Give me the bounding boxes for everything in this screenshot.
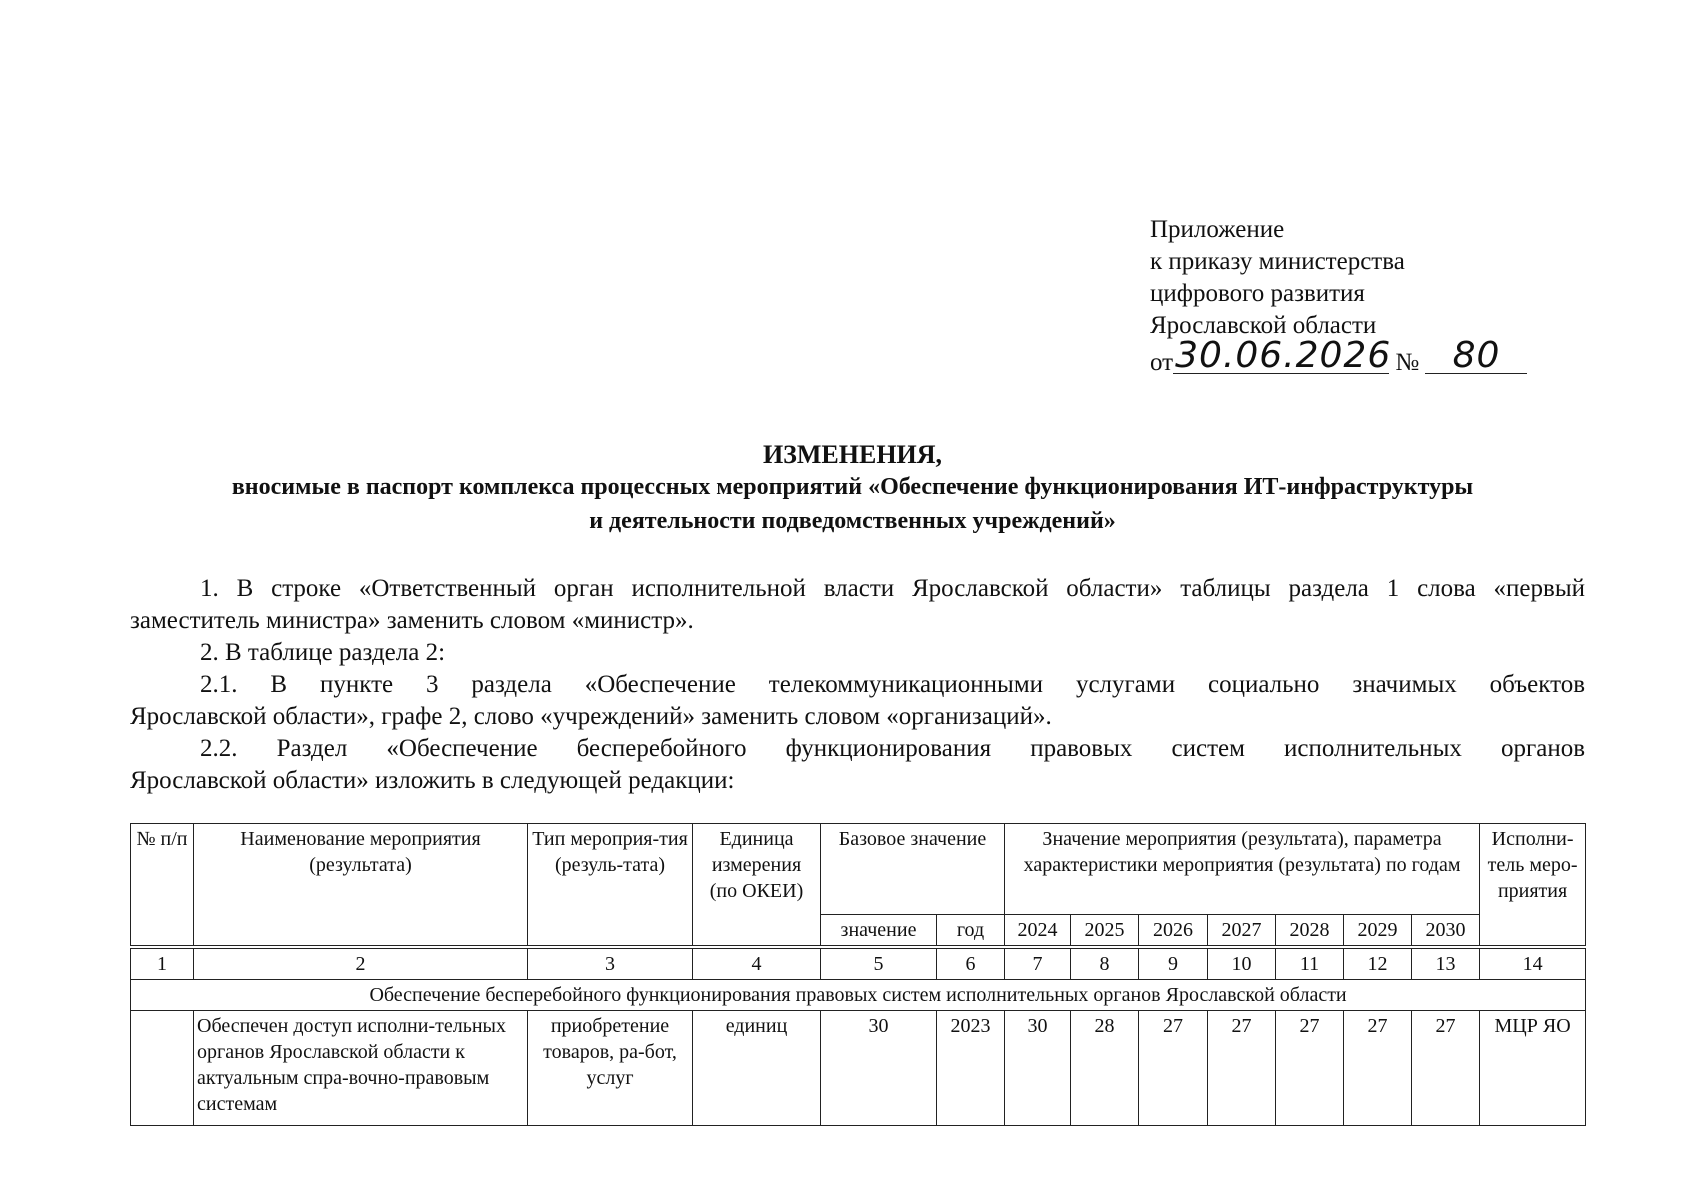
column-number: 12 xyxy=(1344,949,1412,980)
row-value: 30 xyxy=(1005,1011,1071,1126)
header-year: 2024 xyxy=(1005,915,1071,946)
header-num: № п/п xyxy=(131,824,194,946)
header-year: 2026 xyxy=(1139,915,1208,946)
row-type: приобретение товаров, ра-бот, услуг xyxy=(528,1011,693,1126)
row-value: 27 xyxy=(1412,1011,1480,1126)
header-year: 2025 xyxy=(1071,915,1139,946)
activities-table xyxy=(130,823,1586,1126)
paragraph-2-1-line-2: Ярославской области», графе 2, слово «учреждений» заменить словом «организаций». xyxy=(130,703,1052,730)
header-base-year: год xyxy=(937,915,1005,946)
paragraph-2-2-line-1: 2.2. Раздел «Обеспечение бесперебойного функционирования правовых систем исполнительных органов xyxy=(200,735,1585,762)
paragraph-1-line-1: 1. В строке «Ответственный орган исполнительной власти Ярославской области» таблицы раздела 1 слова «первый xyxy=(200,575,1585,602)
column-number: 14 xyxy=(1480,949,1586,980)
document-subtitle-line-1: вносимые в паспорт комплекса процессных мероприятий «Обеспечение функционирования ИТ-инфраструктуры xyxy=(231,474,1474,500)
column-number: 5 xyxy=(821,949,937,980)
row-value: 27 xyxy=(1208,1011,1276,1126)
header-year: 2027 xyxy=(1208,915,1276,946)
handwritten-date: 30.06.2026 xyxy=(1175,335,1392,376)
header-year: 2029 xyxy=(1344,915,1412,946)
column-number: 6 xyxy=(937,949,1005,980)
row-executor: МЦР ЯО xyxy=(1480,1011,1586,1126)
paragraph-1-line-2: заместитель министра» заменить словом «министр». xyxy=(130,607,694,634)
row-value: 28 xyxy=(1071,1011,1139,1126)
row-base-value: 30 xyxy=(821,1011,937,1126)
header-name: Наименование мероприятия (результата) xyxy=(194,824,528,946)
paragraph-2-1-line-1: 2.1. В пункте 3 раздела «Обеспечение телекоммуникационными услугами социально значимых объектов xyxy=(200,671,1585,698)
appendix-block xyxy=(1150,214,1610,379)
column-number: 9 xyxy=(1139,949,1208,980)
section-row xyxy=(131,980,1586,1011)
number-sign: № xyxy=(1395,349,1420,376)
header-row xyxy=(131,824,1586,915)
document-subtitle-line-2: и деятельности подведомственных учреждений» xyxy=(589,508,1116,534)
column-number: 7 xyxy=(1005,949,1071,980)
header-year: 2028 xyxy=(1276,915,1344,946)
column-number: 13 xyxy=(1412,949,1480,980)
column-number: 4 xyxy=(693,949,821,980)
header-base: Базовое значение xyxy=(821,824,1005,915)
column-number: 8 xyxy=(1071,949,1139,980)
appendix-date-line xyxy=(1150,335,1610,379)
document-title: ИЗМЕНЕНИЯ, xyxy=(762,440,943,469)
header-values: Значение мероприятия (результата), параметра характеристики мероприятия (результата) по годам xyxy=(1005,824,1480,915)
paragraph-2-2-line-2: Ярославской области» изложить в следующей редакции: xyxy=(130,767,735,794)
column-number: 1 xyxy=(131,949,194,980)
column-number: 10 xyxy=(1208,949,1276,980)
column-number-row xyxy=(131,949,1586,980)
handwritten-number: 80 xyxy=(1425,339,1527,374)
header-executor: Исполни-тель меро-приятия xyxy=(1480,824,1586,946)
column-number: 11 xyxy=(1276,949,1344,980)
row-base-year: 2023 xyxy=(937,1011,1005,1126)
row-num xyxy=(131,1011,194,1126)
column-number: 3 xyxy=(528,949,693,980)
row-value: 27 xyxy=(1276,1011,1344,1126)
table-row xyxy=(131,1011,1586,1126)
header-base-value: значение xyxy=(821,915,937,946)
appendix-line-1: Приложение xyxy=(1150,216,1285,243)
date-prefix: от xyxy=(1150,349,1174,376)
appendix-line-2: к приказу министерства xyxy=(1150,248,1405,275)
row-value: 27 xyxy=(1344,1011,1412,1126)
row-unit: единиц xyxy=(693,1011,821,1126)
row-name: Обеспечен доступ исполни-тельных органов Ярославской области к актуальным спра-вочно-правовым системам xyxy=(194,1011,528,1126)
column-number: 2 xyxy=(194,949,528,980)
header-year: 2030 xyxy=(1412,915,1480,946)
header-unit: Единица измерения (по ОКЕИ) xyxy=(693,824,821,946)
row-value: 27 xyxy=(1139,1011,1208,1126)
section-title: Обеспечение бесперебойного функционирования правовых систем исполнительных органов Ярославской области xyxy=(131,980,1586,1011)
appendix-line-3: цифрового развития xyxy=(1150,280,1365,307)
header-type: Тип мероприя-тия (резуль-тата) xyxy=(528,824,693,946)
appendix-line-4: Ярославской области xyxy=(1150,312,1377,339)
paragraph-2: 2. В таблице раздела 2: xyxy=(200,639,446,666)
